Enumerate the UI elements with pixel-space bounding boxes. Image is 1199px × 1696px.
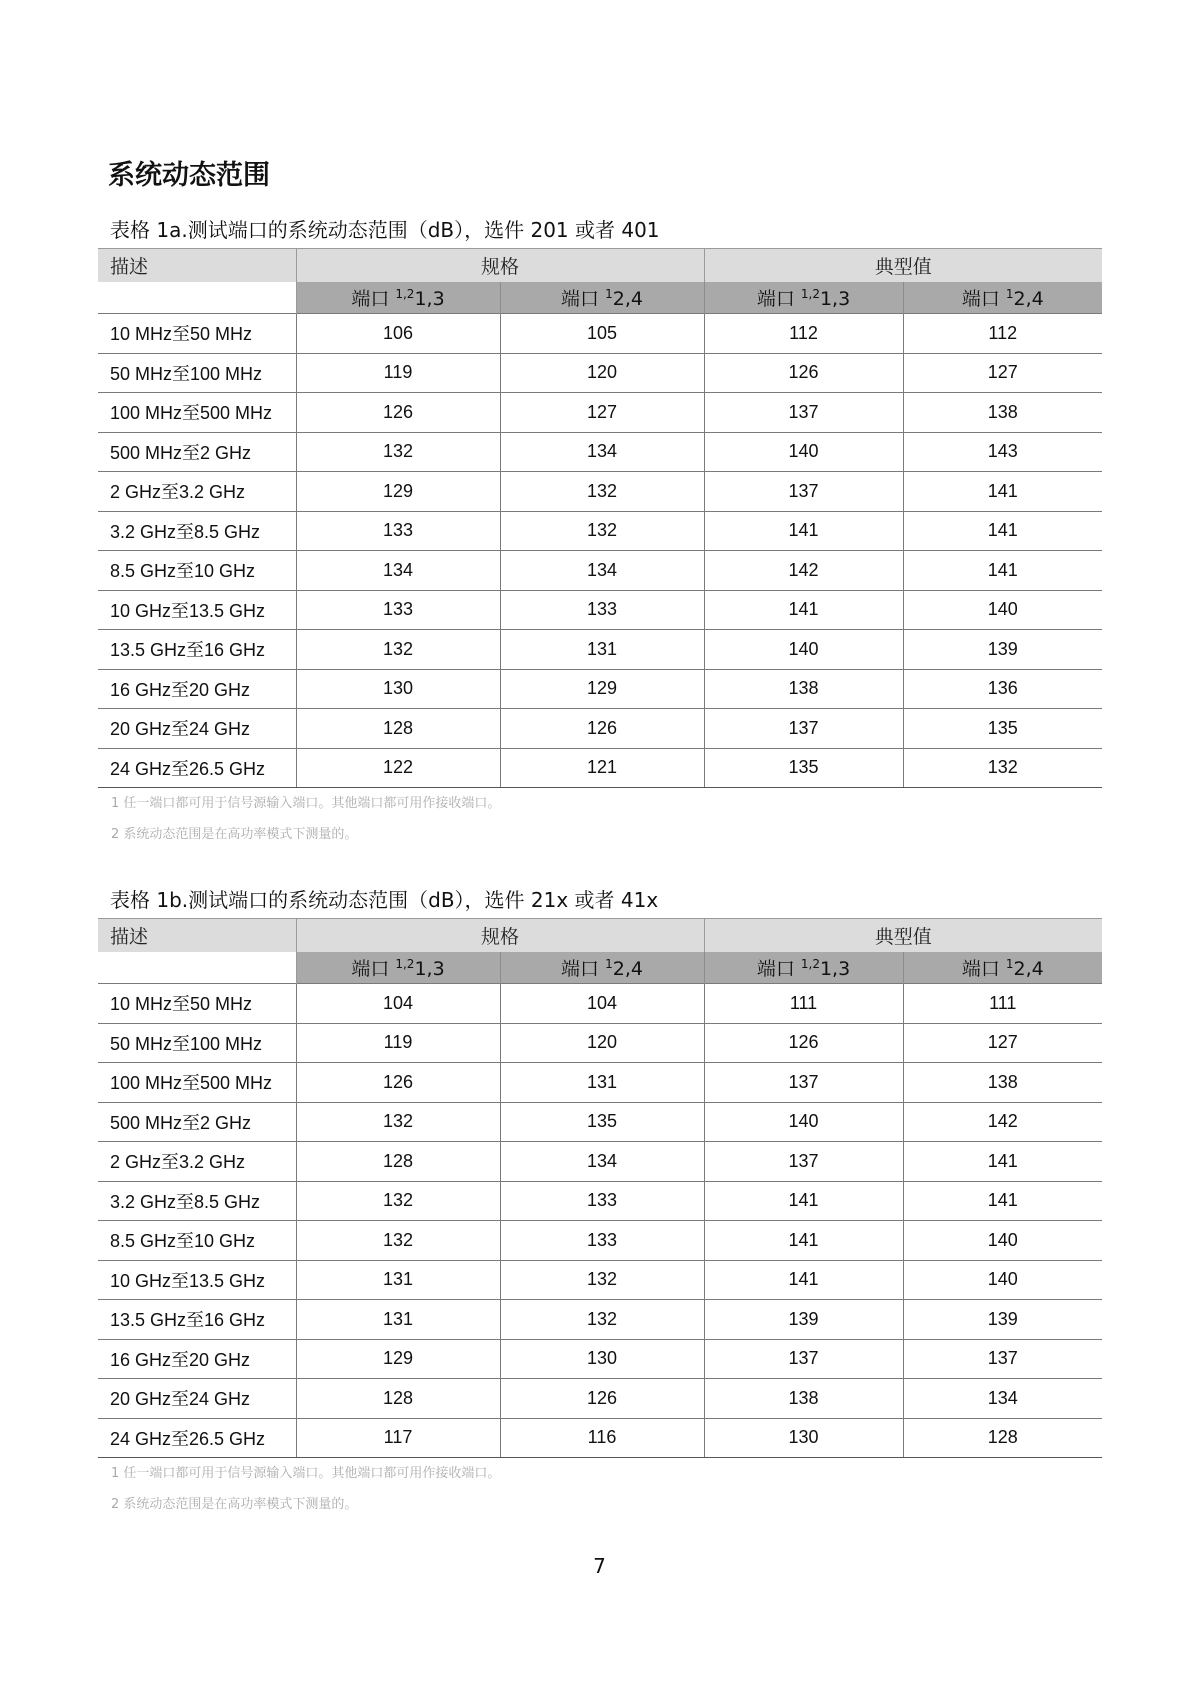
frequency-range-label: 100 MHz至500 MHz: [98, 393, 296, 433]
spec-port-2-4-value: 126: [500, 1379, 704, 1419]
typical-port-2-4-value: 141: [903, 1181, 1102, 1221]
spec-port-1-3-value: 131: [296, 1260, 500, 1300]
frequency-range-label: 13.5 GHz至16 GHz: [98, 630, 296, 670]
spec-port-1-3-value: 106: [296, 314, 500, 354]
table-caption: 表格 1a.测试端口的系统动态范围（dB），选件 201 或者 401: [110, 218, 660, 242]
typical-port-1-3-value: 142: [704, 551, 903, 591]
port-word: 端口: [561, 287, 606, 310]
typical-port-2-4-value: 138: [903, 393, 1102, 433]
footnote-ref: 1,2: [395, 956, 415, 971]
table-row: [98, 353, 1102, 393]
port-word: 端口: [756, 957, 801, 980]
frequency-range-label: 10 MHz至50 MHz: [98, 314, 296, 354]
table-1a-block: [98, 218, 1102, 843]
spec-port-1-3-value: 131: [296, 1300, 500, 1340]
spec-port-1-3-value: 117: [296, 1418, 500, 1458]
spec-port-2-4-header: [500, 952, 704, 984]
spec-port-1-3-value: 132: [296, 1221, 500, 1261]
table-row: [98, 1063, 1102, 1103]
spec-port-2-4-value: 129: [500, 669, 704, 709]
spec-port-1-3-value: 119: [296, 1023, 500, 1063]
table-row: [98, 432, 1102, 472]
typical-port-2-4-value: 138: [903, 1063, 1102, 1103]
spec-port-2-4-value: 133: [500, 1221, 704, 1261]
spec-header: 规格: [296, 249, 704, 282]
typical-port-1-3-value: 137: [704, 393, 903, 433]
typical-port-1-3-header: [704, 282, 903, 314]
typical-port-2-4-value: 140: [903, 1221, 1102, 1261]
typical-port-2-4-value: 141: [903, 1142, 1102, 1182]
spec-port-2-4-value: 105: [500, 314, 704, 354]
spec-port-1-3-value: 130: [296, 669, 500, 709]
footnote-2: 2 系统动态范围是在高功率模式下测量的。: [111, 1497, 358, 1512]
typical-port-1-3-value: 111: [704, 984, 903, 1024]
typical-port-2-4-value: 135: [903, 709, 1102, 749]
footnote-ref: 1: [605, 286, 613, 301]
spec-port-1-3-value: 133: [296, 590, 500, 630]
frequency-range-label: 16 GHz至20 GHz: [98, 669, 296, 709]
table-row: [98, 1418, 1102, 1458]
frequency-range-label: 13.5 GHz至16 GHz: [98, 1300, 296, 1340]
footnote-ref: 1: [605, 956, 613, 971]
typical-port-1-3-value: 140: [704, 630, 903, 670]
spec-port-2-4-value: 120: [500, 353, 704, 393]
spec-port-2-4-value: 121: [500, 748, 704, 788]
table-row: [98, 472, 1102, 512]
table-row: [98, 314, 1102, 354]
typical-port-2-4-header: [903, 282, 1102, 314]
spec-port-1-3-value: 129: [296, 1339, 500, 1379]
frequency-range-label: 2 GHz至3.2 GHz: [98, 472, 296, 512]
typical-port-1-3-value: 137: [704, 472, 903, 512]
typical-port-1-3-header: [704, 952, 903, 984]
port-word: 端口: [351, 957, 396, 980]
frequency-range-label: 16 GHz至20 GHz: [98, 1339, 296, 1379]
table-row: [98, 590, 1102, 630]
port-numbers: 1,3: [819, 957, 851, 980]
typical-port-1-3-value: 137: [704, 1063, 903, 1103]
frequency-range-label: 8.5 GHz至10 GHz: [98, 1221, 296, 1261]
spec-port-2-4-value: 120: [500, 1023, 704, 1063]
footnote-1: 1 任一端口都可用于信号源输入端口。其他端口都可用作接收端口。: [111, 796, 501, 811]
table-row: [98, 1023, 1102, 1063]
spec-port-1-3-value: 122: [296, 748, 500, 788]
table-row: [98, 1339, 1102, 1379]
spec-port-2-4-value: 133: [500, 1181, 704, 1221]
typical-port-1-3-value: 141: [704, 1181, 903, 1221]
frequency-range-label: 10 GHz至13.5 GHz: [98, 1260, 296, 1300]
typical-port-1-3-value: 135: [704, 748, 903, 788]
typical-port-2-4-value: 141: [903, 472, 1102, 512]
spec-port-2-4-value: 134: [500, 1142, 704, 1182]
table-row: [98, 551, 1102, 591]
port-word: 端口: [961, 287, 1006, 310]
typical-port-2-4-value: 127: [903, 1023, 1102, 1063]
port-numbers: 1,3: [819, 287, 851, 310]
port-numbers: 2,4: [1013, 957, 1044, 980]
frequency-range-label: 500 MHz至2 GHz: [98, 432, 296, 472]
footnote-ref: 1: [1005, 286, 1014, 301]
page-title: 系统动态范围: [108, 160, 270, 191]
spec-port-2-4-header: [500, 282, 704, 314]
spec-port-1-3-value: 132: [296, 432, 500, 472]
description-header: 描述: [98, 249, 296, 282]
spec-port-1-3-header: [296, 282, 500, 314]
frequency-range-label: 100 MHz至500 MHz: [98, 1063, 296, 1103]
table-row: [98, 1260, 1102, 1300]
typical-port-2-4-header: [903, 952, 1102, 984]
footnote-1: 1 任一端口都可用于信号源输入端口。其他端口都可用作接收端口。: [111, 1466, 501, 1481]
page-number: 7: [593, 1554, 606, 1578]
table-row: [98, 709, 1102, 749]
table-row: [98, 1300, 1102, 1340]
spec-port-1-3-value: 132: [296, 630, 500, 670]
frequency-range-label: 20 GHz至24 GHz: [98, 709, 296, 749]
spec-port-2-4-value: 134: [500, 551, 704, 591]
typical-port-2-4-value: 127: [903, 353, 1102, 393]
spec-port-2-4-value: 131: [500, 630, 704, 670]
frequency-range-label: 3.2 GHz至8.5 GHz: [98, 1181, 296, 1221]
port-numbers: 2,4: [1013, 287, 1044, 310]
typical-port-2-4-value: 136: [903, 669, 1102, 709]
table-row: [98, 1142, 1102, 1182]
table-row: [98, 984, 1102, 1024]
frequency-range-label: 24 GHz至26.5 GHz: [98, 748, 296, 788]
typical-port-1-3-value: 140: [704, 1102, 903, 1142]
typical-port-1-3-value: 137: [704, 1339, 903, 1379]
spec-port-2-4-value: 133: [500, 590, 704, 630]
table-row: [98, 393, 1102, 433]
table-row: [98, 630, 1102, 670]
spec-port-2-4-value: 130: [500, 1339, 704, 1379]
typical-port-2-4-value: 140: [903, 1260, 1102, 1300]
frequency-range-label: 8.5 GHz至10 GHz: [98, 551, 296, 591]
port-numbers: 2,4: [612, 287, 643, 310]
typical-port-1-3-value: 141: [704, 1221, 903, 1261]
table-row: [98, 748, 1102, 788]
frequency-range-label: 50 MHz至100 MHz: [98, 353, 296, 393]
table-row: [98, 1102, 1102, 1142]
spec-port-1-3-value: 128: [296, 1142, 500, 1182]
typical-header: 典型值: [704, 919, 1102, 952]
spec-port-2-4-value: 134: [500, 432, 704, 472]
dynamic-range-table-1a: [98, 248, 1102, 788]
spec-port-1-3-value: 134: [296, 551, 500, 591]
spec-port-2-4-value: 126: [500, 709, 704, 749]
typical-port-1-3-value: 139: [704, 1300, 903, 1340]
port-word: 端口: [961, 957, 1006, 980]
spec-port-1-3-value: 128: [296, 709, 500, 749]
spec-port-2-4-value: 104: [500, 984, 704, 1024]
frequency-range-label: 2 GHz至3.2 GHz: [98, 1142, 296, 1182]
typical-port-2-4-value: 139: [903, 630, 1102, 670]
frequency-range-label: 50 MHz至100 MHz: [98, 1023, 296, 1063]
frequency-range-label: 24 GHz至26.5 GHz: [98, 1418, 296, 1458]
footnote-ref: 1,2: [395, 286, 415, 301]
port-numbers: 1,3: [414, 287, 445, 310]
typical-port-1-3-value: 138: [704, 1379, 903, 1419]
footnote-ref: 1,2: [800, 956, 820, 971]
typical-port-2-4-value: 112: [903, 314, 1102, 354]
typical-port-1-3-value: 126: [704, 1023, 903, 1063]
table-row: [98, 669, 1102, 709]
frequency-range-label: 10 GHz至13.5 GHz: [98, 590, 296, 630]
typical-port-1-3-value: 137: [704, 1142, 903, 1182]
table-row: [98, 1181, 1102, 1221]
spec-port-2-4-value: 116: [500, 1418, 704, 1458]
table-row: [98, 1221, 1102, 1261]
typical-port-2-4-value: 142: [903, 1102, 1102, 1142]
spec-port-2-4-value: 127: [500, 393, 704, 433]
typical-port-1-3-value: 141: [704, 1260, 903, 1300]
spec-port-2-4-value: 132: [500, 1300, 704, 1340]
footnote-ref: 1,2: [800, 286, 820, 301]
typical-port-1-3-value: 130: [704, 1418, 903, 1458]
typical-port-1-3-value: 141: [704, 511, 903, 551]
spec-port-1-3-value: 104: [296, 984, 500, 1024]
port-word: 端口: [756, 287, 801, 310]
typical-port-2-4-value: 141: [903, 551, 1102, 591]
frequency-range-label: 10 MHz至50 MHz: [98, 984, 296, 1024]
typical-port-2-4-value: 128: [903, 1418, 1102, 1458]
blank-header-cell: [98, 282, 296, 314]
typical-port-2-4-value: 139: [903, 1300, 1102, 1340]
spec-port-1-3-value: 119: [296, 353, 500, 393]
spec-port-1-3-value: 132: [296, 1181, 500, 1221]
spec-port-1-3-value: 128: [296, 1379, 500, 1419]
table-caption: 表格 1b.测试端口的系统动态范围（dB），选件 21x 或者 41x: [110, 888, 659, 912]
typical-port-2-4-value: 143: [903, 432, 1102, 472]
spec-port-1-3-value: 133: [296, 511, 500, 551]
spec-port-1-3-value: 126: [296, 393, 500, 433]
frequency-range-label: 3.2 GHz至8.5 GHz: [98, 511, 296, 551]
typical-port-2-4-value: 111: [903, 984, 1102, 1024]
typical-port-2-4-value: 137: [903, 1339, 1102, 1379]
port-word: 端口: [561, 957, 606, 980]
typical-port-1-3-value: 141: [704, 590, 903, 630]
typical-port-1-3-value: 140: [704, 432, 903, 472]
spec-port-2-4-value: 131: [500, 1063, 704, 1103]
spec-port-1-3-value: 129: [296, 472, 500, 512]
typical-header: 典型值: [704, 249, 1102, 282]
port-word: 端口: [351, 287, 396, 310]
typical-port-1-3-value: 138: [704, 669, 903, 709]
typical-port-2-4-value: 141: [903, 511, 1102, 551]
table-row: [98, 511, 1102, 551]
spec-port-2-4-value: 132: [500, 511, 704, 551]
typical-port-2-4-value: 140: [903, 590, 1102, 630]
typical-port-1-3-value: 137: [704, 709, 903, 749]
spec-port-2-4-value: 132: [500, 1260, 704, 1300]
typical-port-2-4-value: 132: [903, 748, 1102, 788]
table-1b-block: [98, 888, 1102, 1513]
port-numbers: 1,3: [414, 957, 445, 980]
table-row: [98, 1379, 1102, 1419]
description-header: 描述: [98, 919, 296, 952]
port-numbers: 2,4: [612, 957, 643, 980]
dynamic-range-table-1b: [98, 918, 1102, 1458]
spec-header: 规格: [296, 919, 704, 952]
spec-port-2-4-value: 132: [500, 472, 704, 512]
typical-port-1-3-value: 126: [704, 353, 903, 393]
frequency-range-label: 500 MHz至2 GHz: [98, 1102, 296, 1142]
footnote-ref: 1: [1005, 956, 1014, 971]
typical-port-2-4-value: 134: [903, 1379, 1102, 1419]
frequency-range-label: 20 GHz至24 GHz: [98, 1379, 296, 1419]
spec-port-1-3-header: [296, 952, 500, 984]
spec-port-2-4-value: 135: [500, 1102, 704, 1142]
typical-port-1-3-value: 112: [704, 314, 903, 354]
spec-port-1-3-value: 126: [296, 1063, 500, 1103]
footnote-2: 2 系统动态范围是在高功率模式下测量的。: [111, 827, 358, 842]
blank-header-cell: [98, 952, 296, 984]
spec-port-1-3-value: 132: [296, 1102, 500, 1142]
